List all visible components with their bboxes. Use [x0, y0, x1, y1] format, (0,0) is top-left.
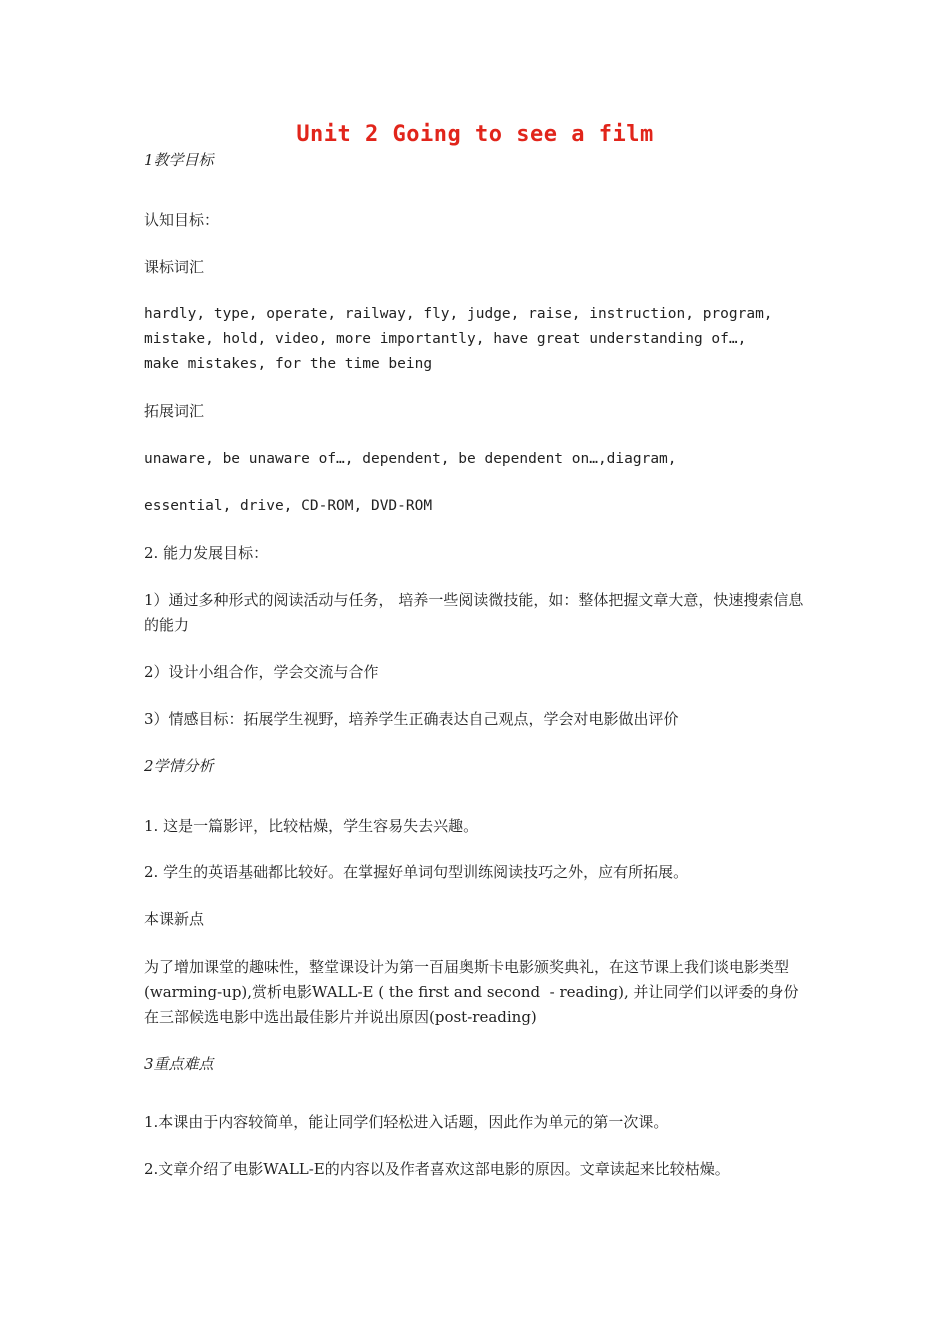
vocabulary-list: hardly, type, operate, railway, fly, judge, raise, instruction, program, mistake, hold, video, more importantly, have great understanding of…, make mistakes, for the time being: [144, 306, 782, 372]
new-points-paragraph: 为了增加课堂的趣味性，整堂课设计为第一百届奥斯卡电影颁奖典礼，在这节课上我们谈电影类型(warming-up),赏析电影WALL-E ( the first and second - reading), 并让同学们以评委的身份在三部候选电影中选出最佳影片并说出原因(post-reading): [144, 958, 799, 1026]
key-point-2: 2.文章介绍了电影WALL-E的内容以及作者喜欢这部电影的原因。文章读起来比较枯燥。: [144, 1160, 730, 1178]
ability-item-2: 2）设计小组合作，学会交流与合作: [144, 663, 379, 681]
section-heading-student-analysis: 2学情分析: [144, 757, 214, 775]
extended-vocabulary-line-1: unaware, be unaware of…, dependent, be dependent on…,diagram,: [144, 451, 677, 467]
analysis-item-2: 2. 学生的英语基础都比较好。在掌握好单词句型训练阅读技巧之外，应有所拓展。: [144, 863, 689, 881]
vocabulary-heading: 课标词汇: [144, 258, 205, 276]
document-title: Unit 2 Going to see a film: [296, 122, 654, 147]
cognitive-goal-label: 认知目标：: [144, 211, 220, 229]
extended-vocabulary-heading: 拓展词汇: [144, 402, 205, 420]
section-heading-key-points: 3重点难点: [144, 1055, 214, 1073]
ability-item-1: 1）通过多种形式的阅读活动与任务， 培养一些阅读微技能，如：整体把握文章大意，快速搜索信息的能力: [144, 591, 804, 634]
key-point-1: 1.本课由于内容较简单，能让同学们轻松进入话题，因此作为单元的第一次课。: [144, 1113, 669, 1131]
ability-goal-label: 2. 能力发展目标：: [144, 544, 269, 562]
new-points-heading: 本课新点: [144, 910, 205, 928]
section-heading-teaching-goals: 1教学目标: [144, 151, 214, 169]
extended-vocabulary-line-2: essential, drive, CD-ROM, DVD-ROM: [144, 498, 433, 514]
ability-item-3: 3）情感目标：拓展学生视野，培养学生正确表达自己观点，学会对电影做出评价: [144, 710, 679, 728]
analysis-item-1: 1. 这是一篇影评，比较枯燥，学生容易失去兴趣。: [144, 817, 479, 835]
